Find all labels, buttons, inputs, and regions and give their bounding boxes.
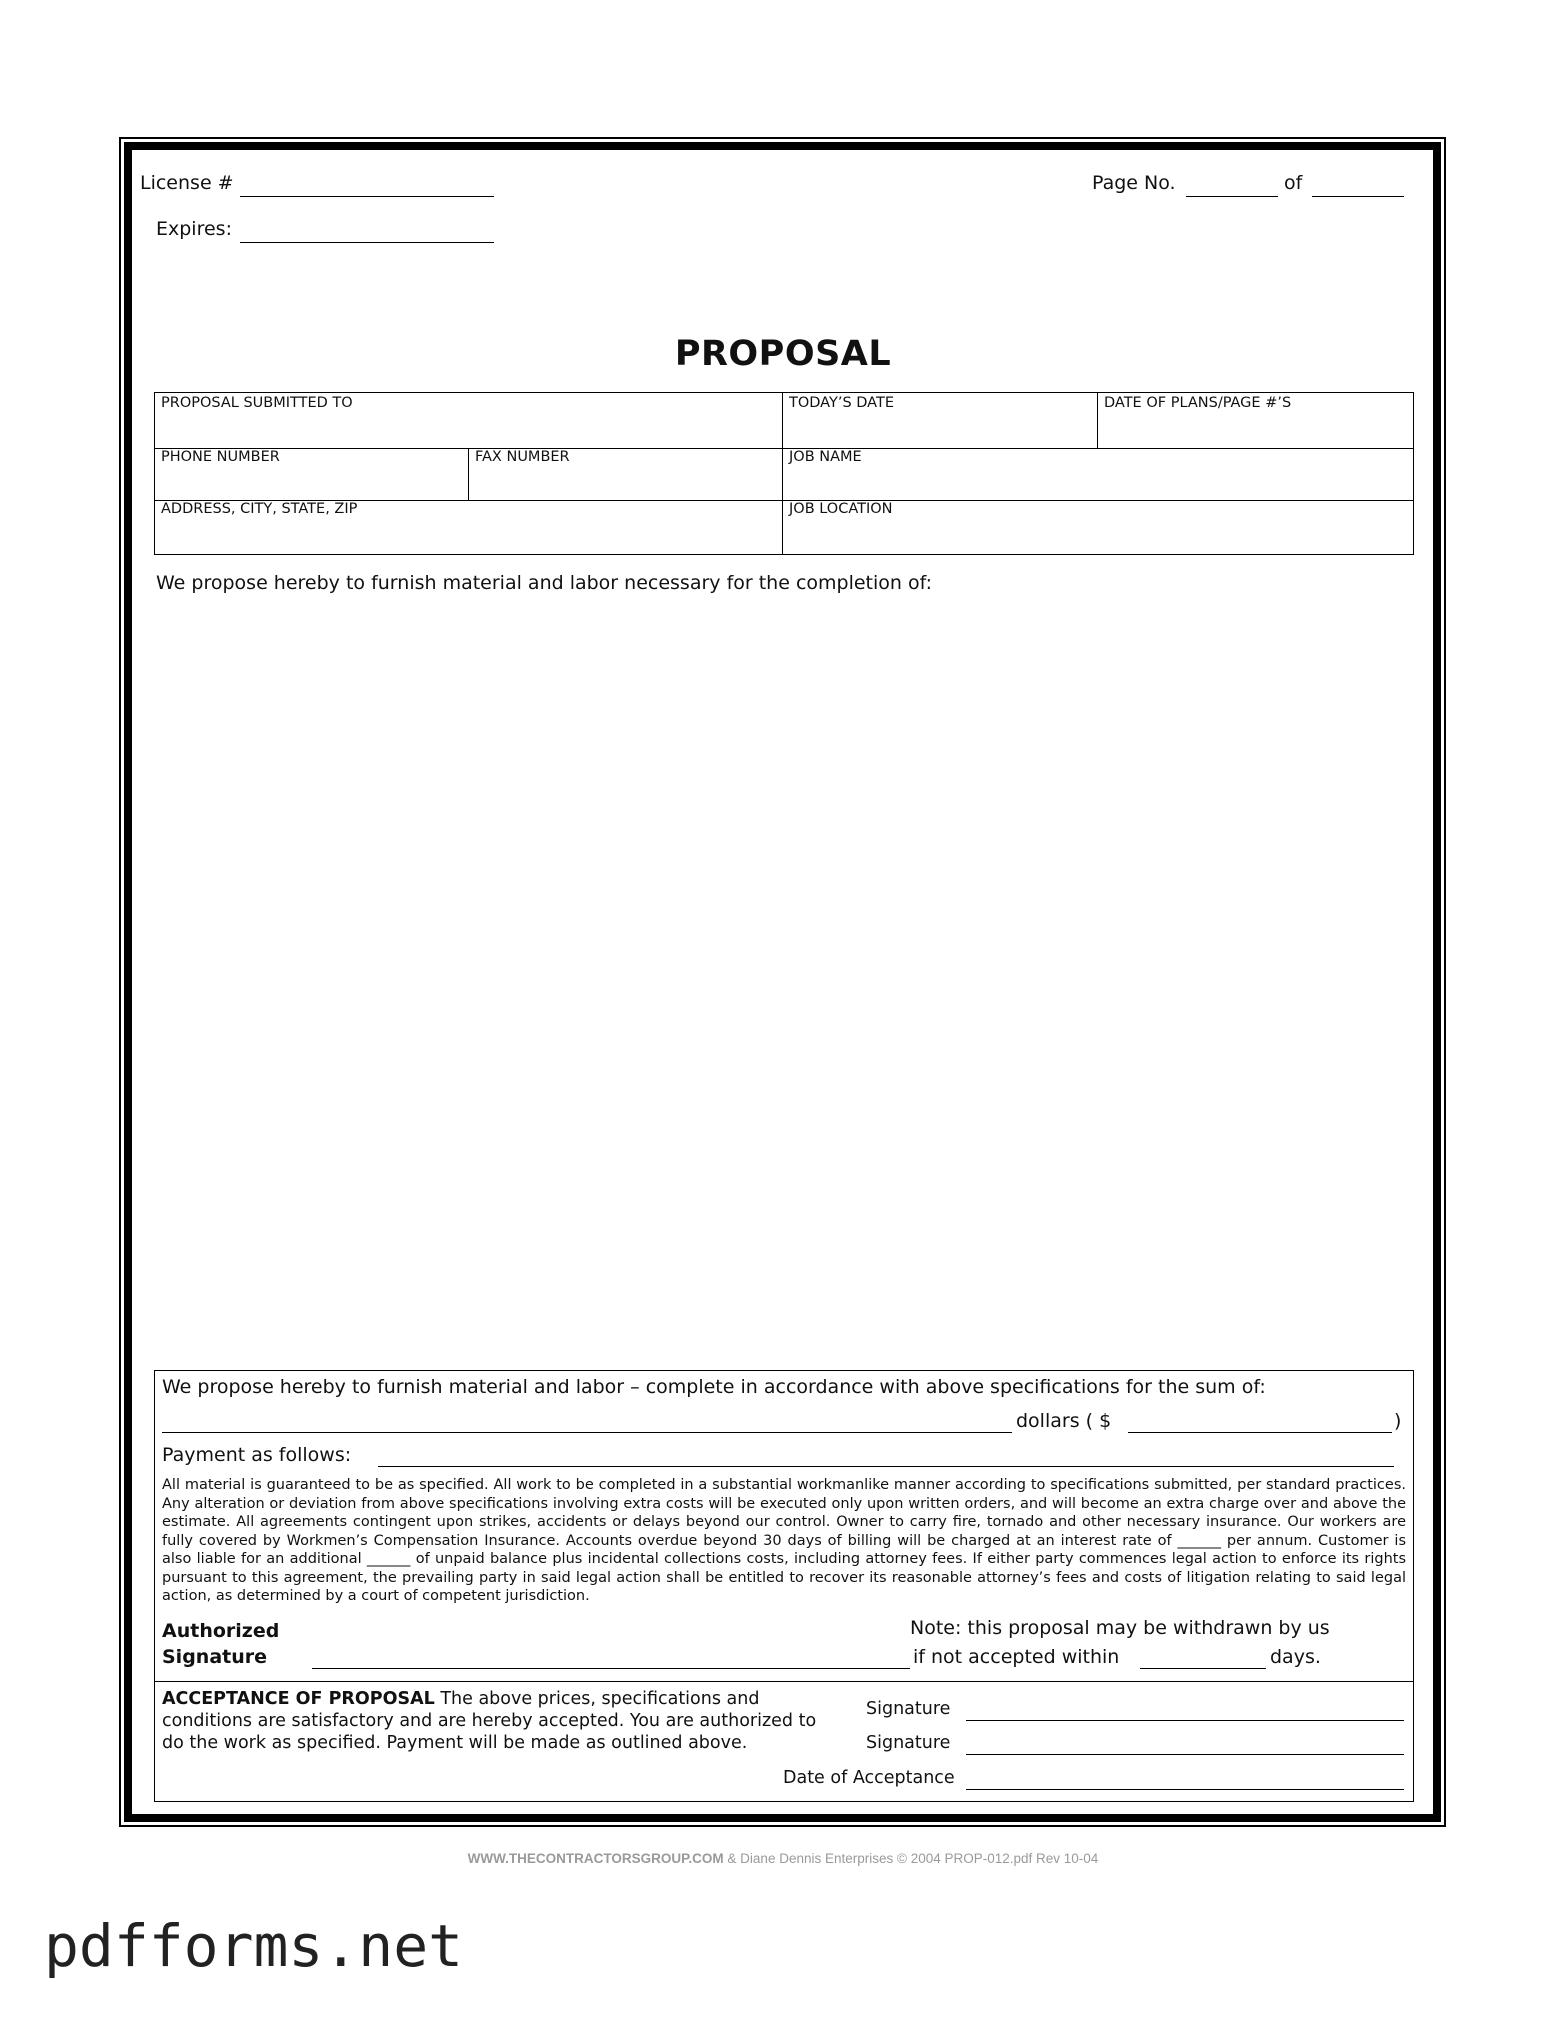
sum-in-words-field[interactable]: [162, 1432, 1012, 1433]
phone-number-field[interactable]: [154, 446, 468, 500]
page-title: PROPOSAL: [674, 334, 892, 374]
address-field[interactable]: [154, 498, 782, 555]
authorized-signature-field[interactable]: [312, 1668, 910, 1669]
license-label: License #: [140, 172, 234, 194]
acceptance-heading: ACCEPTANCE OF PROPOSAL: [162, 1689, 435, 1709]
acceptance-body: The above prices, specifications and conditions are satisfactory and are hereby accepted. You are authorized to do the work as specified. Payment will be made as outlined above.: [162, 1689, 817, 1753]
payment-label: Payment as follows:: [162, 1444, 352, 1466]
days-field[interactable]: [1140, 1668, 1266, 1669]
submitted-to-label: PROPOSAL SUBMITTED TO: [161, 395, 353, 411]
date-of-plans-label: DATE OF PLANS/PAGE #’S: [1104, 395, 1292, 411]
acceptance-signature-field-1[interactable]: [966, 1720, 1404, 1721]
address-label: ADDRESS, CITY, STATE, ZIP: [161, 501, 358, 517]
footer-credit: [0, 1851, 1566, 1866]
todays-date-field[interactable]: [782, 392, 1097, 448]
acceptance-divider: [154, 1681, 1414, 1682]
job-name-label: JOB NAME: [789, 449, 862, 465]
date-of-acceptance-label: Date of Acceptance: [783, 1768, 955, 1788]
withdraw-note-line2a: if not accepted within: [913, 1646, 1120, 1668]
dollars-label: dollars ( $: [1016, 1410, 1112, 1432]
date-of-plans-field[interactable]: [1097, 392, 1414, 448]
footer-rest: & Diane Dennis Enterprises © 2004 PROP-012.pdf Rev 10-04: [723, 1851, 1099, 1866]
authorized-label-line1: Authorized: [162, 1620, 280, 1642]
submitted-to-field[interactable]: [154, 392, 782, 448]
of-label: of: [1284, 172, 1303, 194]
todays-date-label: TODAY’S DATE: [789, 395, 894, 411]
job-location-label: JOB LOCATION: [789, 501, 893, 517]
page-no-label: Page No.: [1092, 172, 1176, 194]
fine-print: All material is guaranteed to be as specified. All work to be completed in a substantial workmanlike manner according to specifications submitted, per standard practices. Any alteration or deviation from above specifications involving extra costs will be executed only upon written orders, and will become an extra charge over and above the estimate. All agreements contingent upon strikes, accidents or delays beyond our control. Owner to carry fire, tornado and other necessary insurance. Our workers are fully covered by Workmen’s Compensation Insurance. Accounts overdue beyond 30 days of billing will be charged at an interest rate of ______ per annum. Customer is also liable for an additional ______ of unpaid balance plus incidental collections costs, including attorney fees. If either party commences legal action to enforce its rights pursuant to this agreement, the prevailing party in said legal action shall be entitled to recover its reasonable attorney’s fees and costs of litigation relating to said legal action, as determined by a court of competent jurisdiction.: [162, 1477, 1406, 1604]
page-no-field[interactable]: [1186, 196, 1278, 197]
license-field[interactable]: [240, 196, 494, 197]
footer-site: WWW.THECONTRACTORSGROUP.COM: [467, 1851, 724, 1866]
job-name-field[interactable]: [782, 446, 1414, 500]
withdraw-note-line1: Note: this proposal may be withdrawn by us: [910, 1617, 1330, 1639]
signature-label-2: Signature: [866, 1733, 951, 1753]
expires-field[interactable]: [240, 242, 494, 243]
expires-label: Expires:: [156, 218, 232, 240]
date-of-acceptance-field[interactable]: [966, 1789, 1404, 1790]
payment-terms-field[interactable]: [378, 1466, 1394, 1467]
page-total-field[interactable]: [1312, 196, 1404, 197]
fax-number-label: FAX NUMBER: [475, 449, 570, 465]
sum-amount-field[interactable]: [1128, 1432, 1392, 1433]
job-location-field[interactable]: [782, 498, 1414, 555]
work-description-area[interactable]: [156, 606, 1412, 1346]
withdraw-note-line2b: days.: [1270, 1646, 1321, 1668]
fax-number-field[interactable]: [468, 446, 782, 500]
acceptance-text: [162, 1688, 830, 1754]
acceptance-signature-field-2[interactable]: [966, 1754, 1404, 1755]
signature-label-1: Signature: [866, 1699, 951, 1719]
sum-text: We propose hereby to furnish material and labor – complete in accordance with above specifications for the sum of:: [162, 1376, 1266, 1398]
intro-text: We propose hereby to furnish material and labor necessary for the completion of:: [156, 572, 933, 594]
close-paren: ): [1394, 1410, 1402, 1432]
phone-number-label: PHONE NUMBER: [161, 449, 280, 465]
authorized-label-line2: Signature: [162, 1646, 268, 1668]
watermark: pdfforms.net: [44, 1912, 464, 1980]
